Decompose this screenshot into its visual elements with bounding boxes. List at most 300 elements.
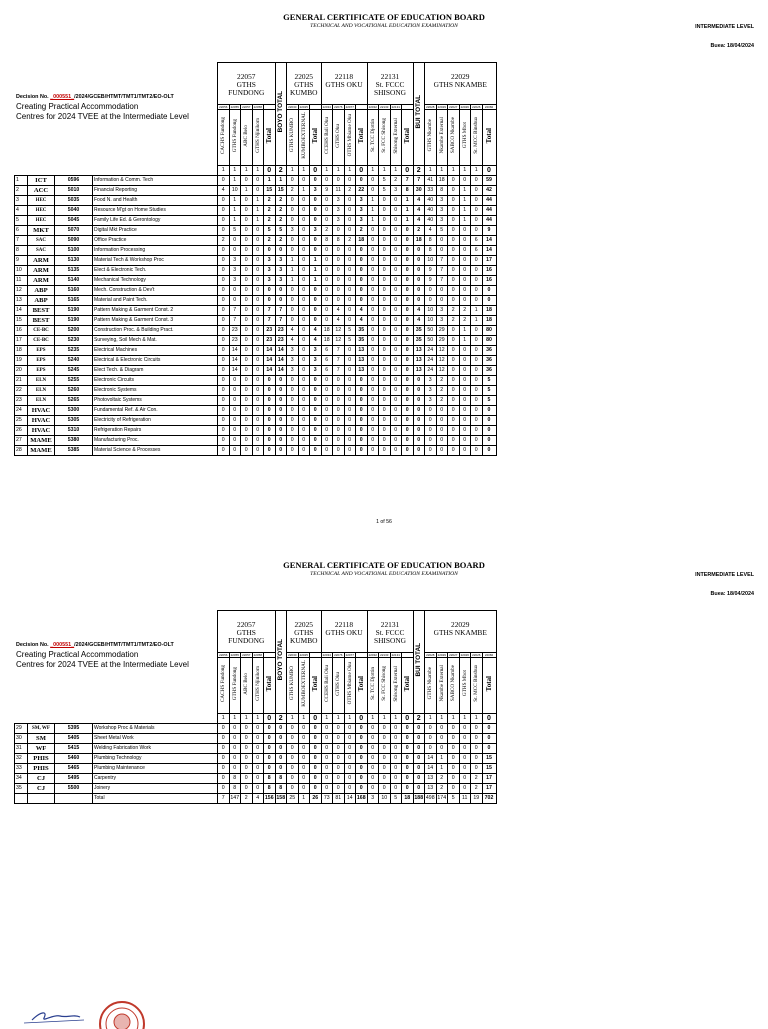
candidate-count: 0 bbox=[310, 396, 322, 406]
candidate-count: 0 bbox=[275, 396, 287, 406]
candidate-count: 0 bbox=[310, 316, 322, 326]
candidate-count: 0 bbox=[390, 436, 402, 446]
candidate-count: 13 bbox=[425, 774, 437, 784]
centre-name-header: St. TCC Djottin bbox=[367, 110, 379, 166]
candidate-count: 0 bbox=[413, 376, 425, 386]
candidate-count: 7 bbox=[436, 256, 448, 266]
candidate-count: 15 bbox=[275, 186, 287, 196]
row-number: 35 bbox=[15, 784, 28, 794]
centre-name-header: SABCO Nkambe bbox=[448, 110, 460, 166]
candidate-count: 0 bbox=[367, 346, 379, 356]
candidate-count: 0 bbox=[252, 416, 264, 426]
candidate-count: 0 bbox=[471, 764, 483, 774]
candidate-count: 4 bbox=[413, 206, 425, 216]
row-number: 8 bbox=[15, 246, 28, 256]
candidate-count: 3 bbox=[436, 306, 448, 316]
candidate-count: 0 bbox=[413, 256, 425, 266]
table-row bbox=[15, 376, 497, 386]
candidate-count: 0 bbox=[287, 784, 299, 794]
candidate-count: 0 bbox=[264, 376, 276, 386]
subject-abbrev: HEC bbox=[28, 196, 55, 206]
total-column-header: Total bbox=[310, 110, 322, 166]
candidate-count: 36 bbox=[482, 346, 496, 356]
candidate-count: 4 bbox=[218, 186, 230, 196]
paper-code: 5305 bbox=[55, 416, 93, 426]
candidate-count: 0 bbox=[471, 286, 483, 296]
candidate-count: 0 bbox=[218, 724, 230, 734]
candidate-count: 0 bbox=[390, 784, 402, 794]
candidate-count: 0 bbox=[448, 724, 460, 734]
candidate-count: 0 bbox=[218, 276, 230, 286]
centre-code: 22032 bbox=[368, 653, 377, 657]
candidate-count: 1 bbox=[298, 186, 310, 196]
candidate-count: 0 bbox=[241, 396, 253, 406]
level-label: INTERMEDIATE LEVEL bbox=[695, 572, 754, 578]
subject-abbrev: ABP bbox=[28, 286, 55, 296]
candidate-count: 0 bbox=[252, 406, 264, 416]
candidate-count: 0 bbox=[356, 446, 368, 456]
candidate-count: 4 bbox=[413, 316, 425, 326]
candidate-count: 158 bbox=[275, 794, 287, 804]
candidate-count: 0 bbox=[321, 784, 333, 794]
candidate-count: 0 bbox=[298, 416, 310, 426]
candidate-count: 8 bbox=[264, 774, 276, 784]
candidate-count: 0 bbox=[344, 406, 356, 416]
candidate-count: 2 bbox=[436, 396, 448, 406]
candidate-count: 0 bbox=[448, 296, 460, 306]
candidate-count: 9 bbox=[425, 266, 437, 276]
document-page-2 bbox=[0, 548, 768, 848]
paper-title: Construction Proc. & Building Pract. bbox=[93, 326, 218, 336]
candidate-count: 0 bbox=[310, 296, 322, 306]
candidate-count: 0 bbox=[344, 256, 356, 266]
candidate-count: 0 bbox=[298, 356, 310, 366]
candidate-count: 0 bbox=[275, 286, 287, 296]
candidate-count: 12 bbox=[436, 346, 448, 356]
candidate-count: 0 bbox=[356, 176, 368, 186]
candidate-count: 0 bbox=[379, 376, 391, 386]
subject-abbrev: EPS bbox=[28, 366, 55, 376]
candidate-count: 0 bbox=[344, 356, 356, 366]
candidate-count: 0 bbox=[252, 316, 264, 326]
candidate-count: 14 bbox=[482, 246, 496, 256]
candidate-count: 0 bbox=[229, 734, 241, 744]
candidate-count: 12 bbox=[436, 366, 448, 376]
candidate-count: 0 bbox=[436, 446, 448, 456]
candidate-count: 0 bbox=[333, 376, 345, 386]
candidate-count: 0 bbox=[379, 246, 391, 256]
candidate-count: 0 bbox=[287, 306, 299, 316]
candidate-count: 3 bbox=[390, 186, 402, 196]
candidate-count: 0 bbox=[298, 734, 310, 744]
candidate-count: 0 bbox=[436, 724, 448, 734]
candidate-count: 0 bbox=[448, 326, 460, 336]
candidate-count: 0 bbox=[310, 724, 322, 734]
candidate-count: 2 bbox=[275, 206, 287, 216]
candidate-count: 0 bbox=[321, 724, 333, 734]
centre-code: 22133 bbox=[380, 653, 389, 657]
candidate-count: 0 bbox=[229, 406, 241, 416]
candidate-count: 0 bbox=[471, 754, 483, 764]
candidate-count: 0 bbox=[471, 266, 483, 276]
candidate-count: 0 bbox=[459, 406, 471, 416]
candidate-count: 0 bbox=[390, 764, 402, 774]
paper-code: 5460 bbox=[55, 754, 93, 764]
candidate-count: 0 bbox=[241, 764, 253, 774]
candidate-count: 3 bbox=[436, 216, 448, 226]
table-row bbox=[15, 306, 497, 316]
paper-code: 5135 bbox=[55, 266, 93, 276]
candidate-count: 0 bbox=[448, 734, 460, 744]
candidate-count: 0 bbox=[287, 236, 299, 246]
candidate-count: 0 bbox=[367, 236, 379, 246]
candidate-count: 0 bbox=[298, 346, 310, 356]
candidate-count: 0 bbox=[379, 764, 391, 774]
candidate-count: 4 bbox=[310, 336, 322, 346]
heading-line-2: Centres for 2024 TVEE at the Intermediate Level bbox=[16, 112, 189, 121]
candidate-count: 24 bbox=[425, 366, 437, 376]
candidate-count: 0 bbox=[287, 296, 299, 306]
candidate-count: 0 bbox=[218, 346, 230, 356]
row-number: 4 bbox=[15, 206, 28, 216]
candidate-count: 0 bbox=[321, 764, 333, 774]
candidate-count: 0 bbox=[241, 386, 253, 396]
candidate-count: 0 bbox=[367, 326, 379, 336]
capacity-flag: 1 bbox=[390, 714, 402, 724]
table-row bbox=[15, 406, 497, 416]
row-number: 13 bbox=[15, 296, 28, 306]
subject-abbrev: CE-BC bbox=[28, 336, 55, 346]
candidate-count: 0 bbox=[471, 446, 483, 456]
row-number: 27 bbox=[15, 436, 28, 446]
candidate-count: 0 bbox=[413, 266, 425, 276]
candidate-count: 12 bbox=[333, 326, 345, 336]
candidate-count: 0 bbox=[436, 296, 448, 306]
candidate-count: 0 bbox=[448, 256, 460, 266]
candidate-count: 0 bbox=[275, 436, 287, 446]
candidate-count: 0 bbox=[459, 226, 471, 236]
candidate-count: 0 bbox=[310, 446, 322, 456]
candidate-count: 14 bbox=[425, 754, 437, 764]
centre-code: 22131 bbox=[391, 653, 400, 657]
candidate-count: 0 bbox=[448, 336, 460, 346]
centre-code: 22027 bbox=[449, 105, 458, 109]
centre-name-header: St. FCC Shisong bbox=[379, 658, 391, 714]
table-row bbox=[15, 764, 497, 774]
candidate-count: 3 bbox=[229, 266, 241, 276]
candidate-count: 0 bbox=[218, 426, 230, 436]
table-row bbox=[15, 176, 497, 186]
candidate-count: 3 bbox=[333, 196, 345, 206]
row-number: 15 bbox=[15, 316, 28, 326]
group-gths-nkambe: 22029 GTHS NKAMBE bbox=[425, 63, 497, 105]
candidate-count: 0 bbox=[218, 744, 230, 754]
paper-code: 5395 bbox=[55, 724, 93, 734]
candidate-count: 0 bbox=[448, 226, 460, 236]
candidate-count: 1 bbox=[229, 216, 241, 226]
candidate-count: 0 bbox=[459, 426, 471, 436]
candidate-count: 5 bbox=[436, 226, 448, 236]
candidate-count: 0 bbox=[252, 386, 264, 396]
candidate-count: 0 bbox=[298, 176, 310, 186]
candidate-count: 0 bbox=[367, 396, 379, 406]
candidate-count: 13 bbox=[425, 784, 437, 794]
candidate-count: 0 bbox=[459, 366, 471, 376]
candidate-count: 7 bbox=[333, 366, 345, 376]
paper-title: Electrical & Electronic Circuits bbox=[93, 356, 218, 366]
centre-code: 22030 bbox=[288, 653, 297, 657]
candidate-count: 3 bbox=[264, 276, 276, 286]
candidate-count: 1 bbox=[367, 216, 379, 226]
candidate-count: 0 bbox=[436, 236, 448, 246]
candidate-count: 2 bbox=[275, 216, 287, 226]
candidate-count: 0 bbox=[252, 286, 264, 296]
candidate-count: 0 bbox=[344, 426, 356, 436]
candidate-count: 6 bbox=[321, 346, 333, 356]
candidate-count: 17 bbox=[482, 774, 496, 784]
candidate-count: 0 bbox=[275, 754, 287, 764]
candidate-count: 0 bbox=[402, 436, 414, 446]
candidate-count: 0 bbox=[333, 734, 345, 744]
candidate-count: 0 bbox=[459, 784, 471, 794]
row-number: 12 bbox=[15, 286, 28, 296]
row-number: 28 bbox=[15, 446, 28, 456]
candidate-count: 23 bbox=[264, 336, 276, 346]
candidate-count: 0 bbox=[413, 286, 425, 296]
candidate-count: 23 bbox=[229, 336, 241, 346]
candidate-count: 0 bbox=[482, 426, 496, 436]
candidate-count: 0 bbox=[344, 764, 356, 774]
centre-name-header: ABC Belo bbox=[241, 658, 253, 714]
candidate-count: 3 bbox=[275, 276, 287, 286]
candidate-count: 18 bbox=[356, 236, 368, 246]
candidate-count: 0 bbox=[252, 396, 264, 406]
centre-name-header: GTHS Njinikom bbox=[252, 110, 264, 166]
capacity-flag: 1 bbox=[333, 166, 345, 176]
table-row bbox=[15, 206, 497, 216]
subject-abbrev: ICT bbox=[28, 176, 55, 186]
row-number: 11 bbox=[15, 276, 28, 286]
subject-abbrev: MAME bbox=[28, 436, 55, 446]
candidate-count: 0 bbox=[241, 366, 253, 376]
paper-title: Joinery bbox=[93, 784, 218, 794]
candidate-count: 0 bbox=[390, 446, 402, 456]
candidate-count: 0 bbox=[425, 406, 437, 416]
candidate-count: 0 bbox=[436, 416, 448, 426]
candidate-count: 0 bbox=[298, 426, 310, 436]
candidate-count: 0 bbox=[448, 216, 460, 226]
candidate-count: 0 bbox=[390, 426, 402, 436]
candidate-count: 1 bbox=[402, 196, 414, 206]
candidate-count: 5 bbox=[390, 794, 402, 804]
candidate-count: 0 bbox=[413, 416, 425, 426]
candidate-count: 0 bbox=[367, 784, 379, 794]
candidate-count: 3 bbox=[264, 256, 276, 266]
candidate-count: 0 bbox=[344, 724, 356, 734]
candidate-count: 0 bbox=[298, 754, 310, 764]
candidate-count: 0 bbox=[459, 286, 471, 296]
row-number: 29 bbox=[15, 724, 28, 734]
candidate-count: 0 bbox=[425, 744, 437, 754]
candidate-count: 0 bbox=[471, 426, 483, 436]
candidate-count: 1 bbox=[229, 176, 241, 186]
candidate-count: 0 bbox=[459, 754, 471, 764]
candidate-count: 1 bbox=[252, 216, 264, 226]
candidate-count: 0 bbox=[298, 386, 310, 396]
capacity-flag: 1 bbox=[298, 166, 310, 176]
candidate-count: 0 bbox=[310, 196, 322, 206]
candidate-count: 3 bbox=[425, 396, 437, 406]
candidate-count: 0 bbox=[390, 774, 402, 784]
paper-code: 5240 bbox=[55, 356, 93, 366]
centre-code: 22076 bbox=[334, 105, 343, 109]
candidate-count: 13 bbox=[356, 346, 368, 356]
candidate-count: 0 bbox=[379, 256, 391, 266]
candidate-count: 0 bbox=[425, 416, 437, 426]
subject-abbrev: ELN bbox=[28, 396, 55, 406]
candidate-count: 0 bbox=[367, 306, 379, 316]
candidate-count: 0 bbox=[471, 216, 483, 226]
candidate-count: 0 bbox=[218, 336, 230, 346]
candidate-count: 22 bbox=[356, 186, 368, 196]
candidate-count: 0 bbox=[310, 406, 322, 416]
candidate-count: 0 bbox=[287, 426, 299, 436]
candidate-count: 0 bbox=[425, 426, 437, 436]
candidate-count: 0 bbox=[402, 754, 414, 764]
candidate-count: 0 bbox=[390, 226, 402, 236]
candidate-count: 0 bbox=[264, 426, 276, 436]
candidate-count: 0 bbox=[413, 276, 425, 286]
candidate-count: 0 bbox=[448, 386, 460, 396]
candidate-count: 0 bbox=[402, 774, 414, 784]
capacity-flag: 1 bbox=[241, 714, 253, 724]
capacity-flag: 1 bbox=[471, 166, 483, 176]
candidate-count: 0 bbox=[287, 754, 299, 764]
candidate-count: 0 bbox=[241, 356, 253, 366]
candidate-count: 0 bbox=[333, 426, 345, 436]
candidate-count: 5 bbox=[448, 794, 460, 804]
candidate-count: 0 bbox=[252, 236, 264, 246]
row-number: 17 bbox=[15, 336, 28, 346]
subject-abbrev: SAC bbox=[28, 236, 55, 246]
candidate-count: 0 bbox=[436, 246, 448, 256]
candidate-count: 2 bbox=[471, 774, 483, 784]
table-row bbox=[15, 296, 497, 306]
candidate-count: 4 bbox=[356, 306, 368, 316]
candidate-count: 0 bbox=[471, 326, 483, 336]
candidate-count: 0 bbox=[321, 216, 333, 226]
candidate-count: 80 bbox=[482, 336, 496, 346]
candidate-count: 4 bbox=[287, 326, 299, 336]
candidate-count: 0 bbox=[379, 296, 391, 306]
candidate-count: 0 bbox=[264, 754, 276, 764]
candidate-count: 0 bbox=[344, 754, 356, 764]
table-row bbox=[15, 216, 497, 226]
candidate-count: 0 bbox=[402, 316, 414, 326]
candidate-count: 0 bbox=[379, 346, 391, 356]
candidate-count: 0 bbox=[321, 176, 333, 186]
table-row bbox=[15, 316, 497, 326]
candidate-count: 0 bbox=[229, 764, 241, 774]
candidate-count: 0 bbox=[252, 784, 264, 794]
candidate-count: 0 bbox=[241, 376, 253, 386]
candidate-count: 0 bbox=[448, 196, 460, 206]
centre-code: 22055 bbox=[230, 653, 239, 657]
candidate-count: 0 bbox=[344, 784, 356, 794]
table-row bbox=[15, 734, 497, 744]
candidate-count: 0 bbox=[321, 266, 333, 276]
candidate-count: 0 bbox=[367, 446, 379, 456]
centre-code: 22028 bbox=[426, 653, 435, 657]
table-row bbox=[15, 386, 497, 396]
candidate-count: 0 bbox=[390, 754, 402, 764]
candidate-count: 0 bbox=[402, 416, 414, 426]
candidate-count: 0 bbox=[390, 196, 402, 206]
subject-abbrev: MAME bbox=[28, 446, 55, 456]
paper-title: Elect & Electronic Tech. bbox=[93, 266, 218, 276]
candidate-count: 0 bbox=[402, 446, 414, 456]
candidate-count: 0 bbox=[287, 416, 299, 426]
candidate-count: 0 bbox=[218, 356, 230, 366]
candidate-count: 9 bbox=[321, 186, 333, 196]
group-fccc-shisong: 22131 St. FCCC SHISONG bbox=[367, 63, 413, 105]
candidate-count: 17 bbox=[482, 256, 496, 266]
candidate-count: 0 bbox=[218, 206, 230, 216]
candidate-count: 0 bbox=[275, 416, 287, 426]
candidate-count: 0 bbox=[390, 256, 402, 266]
candidate-count: 36 bbox=[482, 356, 496, 366]
capacity-flag: 1 bbox=[252, 714, 264, 724]
candidate-count: 0 bbox=[367, 724, 379, 734]
candidate-count: 0 bbox=[218, 286, 230, 296]
candidate-count: 0 bbox=[241, 346, 253, 356]
candidate-count: 0 bbox=[252, 436, 264, 446]
candidate-count: 1 bbox=[287, 276, 299, 286]
candidate-count: 18 bbox=[413, 236, 425, 246]
paper-code: 5300 bbox=[55, 406, 93, 416]
total-column-header: Total bbox=[356, 110, 368, 166]
candidate-count: 0 bbox=[264, 386, 276, 396]
candidate-count: 0 bbox=[344, 296, 356, 306]
centre-code: 22077 bbox=[345, 653, 354, 657]
table-row bbox=[15, 426, 497, 436]
candidate-count: 81 bbox=[333, 794, 345, 804]
row-number: 2 bbox=[15, 186, 28, 196]
candidate-count: 0 bbox=[379, 774, 391, 784]
candidate-count: 0 bbox=[379, 426, 391, 436]
candidate-count: 0 bbox=[252, 744, 264, 754]
candidate-count: 0 bbox=[471, 744, 483, 754]
candidate-count: 0 bbox=[356, 744, 368, 754]
candidate-count: 73 bbox=[321, 794, 333, 804]
candidate-count: 1 bbox=[229, 206, 241, 216]
candidate-count: 2 bbox=[459, 316, 471, 326]
candidate-count: 0 bbox=[252, 336, 264, 346]
candidate-count: 8 bbox=[321, 236, 333, 246]
candidate-count: 0 bbox=[367, 316, 379, 326]
subject-abbrev: WF bbox=[28, 744, 55, 754]
group-gths-fundong: 22057 GTHS FUNDONG bbox=[218, 63, 276, 105]
candidate-count: 1 bbox=[367, 196, 379, 206]
table-row bbox=[15, 774, 497, 784]
candidate-count: 0 bbox=[459, 416, 471, 426]
centre-code: 22056 bbox=[219, 105, 228, 109]
total-column-header: Total bbox=[482, 658, 496, 714]
bui-total-header: BUI TOTAL bbox=[413, 611, 425, 714]
candidate-count: 0 bbox=[390, 346, 402, 356]
candidate-count: 1 bbox=[459, 336, 471, 346]
candidate-count: 0 bbox=[241, 744, 253, 754]
